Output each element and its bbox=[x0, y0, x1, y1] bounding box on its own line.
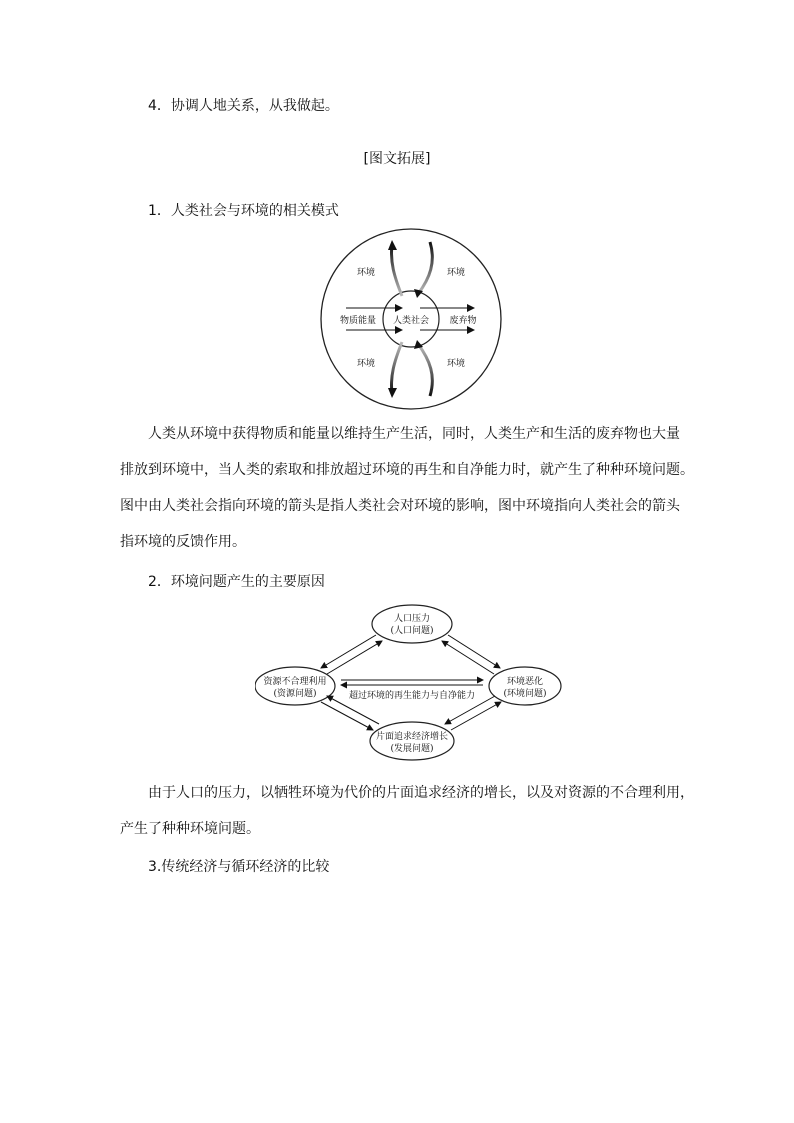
environment-label: 环境恶化 bbox=[506, 677, 544, 687]
item2-title: 2．环境问题产生的主要原因 bbox=[148, 574, 325, 590]
resources-sublabel: (资源问题) bbox=[273, 689, 317, 699]
section-title: [图文拓展] bbox=[363, 151, 431, 167]
environment-sublabel: (环境问题) bbox=[503, 689, 547, 699]
development-label: 片面追求经济增长 bbox=[375, 732, 449, 742]
resources-label: 资源不合理利用 bbox=[263, 677, 327, 687]
development-sublabel: (发展问题) bbox=[390, 744, 434, 754]
population-sublabel: (人口问题) bbox=[390, 626, 434, 636]
para1-line3: 图中由人类社会指向环境的箭头是指人类社会对环境的影响，图中环境指向人类社会的箭头 bbox=[120, 498, 680, 514]
env-label-top-right: 环境 bbox=[446, 268, 466, 278]
center-label: 人类社会 bbox=[392, 316, 430, 326]
env-to-society-arrow-bottom bbox=[418, 344, 432, 396]
para1-line4: 指环境的反馈作用。 bbox=[120, 534, 246, 550]
para1-line1: 人类从环境中获得物质和能量以维持生产生活，同时，人类生产和生活的废弃物也大量 bbox=[148, 426, 680, 442]
heading-4: 4．协调人地关系，从我做起。 bbox=[148, 98, 339, 114]
item1-title: 1．人类社会与环境的相关模式 bbox=[148, 203, 339, 219]
para1-line2: 排放到环境中，当人类的索取和排放超过环境的再生和自净能力时，就产生了种种环境问题。 bbox=[120, 462, 694, 478]
item3-title: 3.传统经济与循环经济的比较 bbox=[148, 859, 330, 875]
middle-label: 超过环境的再生能力与自净能力 bbox=[348, 691, 476, 701]
human-environment-diagram bbox=[318, 226, 504, 412]
env-label-top-left: 环境 bbox=[356, 268, 376, 278]
population-label: 人口压力 bbox=[393, 614, 431, 624]
env-label-bottom-right: 环境 bbox=[446, 359, 466, 369]
node-population bbox=[372, 605, 452, 643]
output-label: 废弃物 bbox=[449, 316, 477, 326]
para2-line2: 产生了种种环境问题。 bbox=[120, 821, 260, 837]
society-to-env-arrow-top bbox=[391, 244, 402, 296]
input-label: 物质能量 bbox=[339, 316, 377, 326]
env-to-society-arrow-top bbox=[418, 242, 432, 294]
para2-line1: 由于人口的压力，以牺牲环境为代价的片面追求经济的增长，以及对资源的不合理利用， bbox=[148, 785, 694, 801]
society-to-env-arrow-bottom bbox=[391, 342, 402, 394]
causes-diagram bbox=[255, 602, 565, 762]
env-label-bottom-left: 环境 bbox=[356, 359, 376, 369]
